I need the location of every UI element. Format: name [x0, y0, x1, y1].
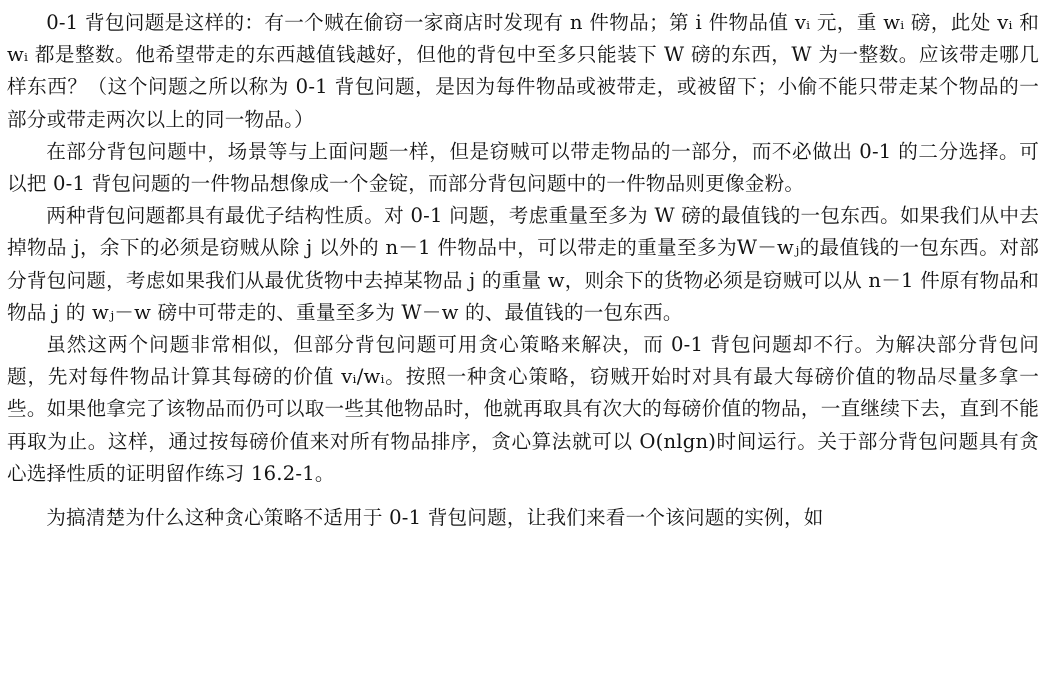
- paragraph-optimal-substructure: 两种背包问题都具有最优子结构性质。对 0-1 问题，考虑重量至多为 W 磅的最值钱的一包东西。如果我们从中去掉物品 j，余下的必须是窃贼从除 j 以外的 n－1 件物品中，可以带走的重量至多为W－wⱼ的最值钱的一包东西。对部分背包问题，考虑如果我们从最优货物中去掉某物品 j 的重量 w，则余下的货物必须是窃贼可以从 n－1 件原有物品和物品 j 的 wⱼ－w 磅中可带走的、重量至多为 W－w 的、最值钱的一包东西。: [7, 204, 1039, 324]
- paragraph-greedy-strategy: 虽然这两个问题非常相似，但部分背包问题可用贪心策略来解决，而 0-1 背包问题却不行。为解决部分背包问题，先对每件物品计算其每磅的价值 vᵢ/wᵢ。按照一种贪心策略，窃贼开始时对具有最大每磅价值的物品尽量多拿一些。如果他拿完了该物品而仍可以取一些其他物品时，他就再取具有次大的每磅价值的物品，一直继续下去，直到不能再取为止。这样，通过按每磅价值来对所有物品排序，贪心算法就可以 O(nlgn)时间运行。关于部分背包问题具有贪心选择性质的证明留作练习 16.2-1。: [7, 333, 1039, 485]
- paragraph-fractional-knapsack: 在部分背包问题中，场景等与上面问题一样，但是窃贼可以带走物品的一部分，而不必做出 0-1 的二分选择。可以把 0-1 背包问题的一件物品想像成一个金锭，而部分背包问题中的一件物品则更像金粉。: [7, 139, 1039, 196]
- paragraph-01-knapsack-definition: 0-1 背包问题是这样的：有一个贼在偷窃一家商店时发现有 n 件物品；第 i 件物品值 vᵢ 元，重 wᵢ 磅，此处 vᵢ 和 wᵢ 都是整数。他希望带走的东西越值钱越好，但他的背包中至多只能装下 W 磅的东西，W 为一整数。应该带走哪几样东西？（这个问题之所以称为 0-1 背包问题，是因为每件物品或被带走，或被留下；小偷不能只带走某个物品的一部分或带走两次以上的同一物品。）: [7, 11, 1039, 131]
- paragraph-counterexample-intro: 为搞清楚为什么这种贪心策略不适用于 0-1 背包问题，让我们来看一个该问题的实例，如: [46, 506, 824, 530]
